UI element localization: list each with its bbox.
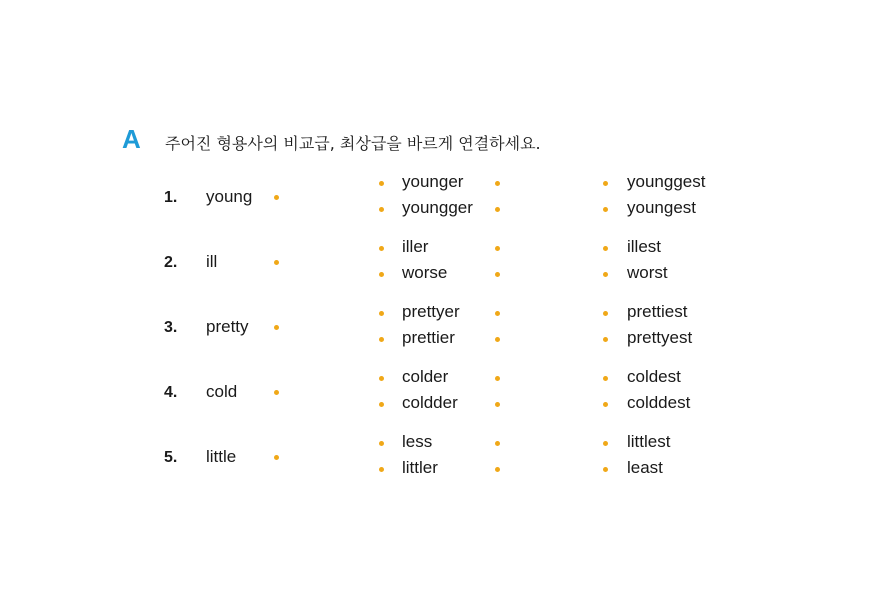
comparative-option: colder — [402, 367, 449, 386]
comparative-option: iller — [402, 237, 429, 256]
comparative-option: worse — [402, 263, 448, 282]
superlative-option: prettyest — [627, 328, 693, 347]
comparative-left-dot[interactable] — [379, 376, 384, 381]
comparative-left-dot[interactable] — [379, 272, 384, 277]
matching-row — [0, 237, 873, 301]
comparative-right-dot[interactable] — [495, 181, 500, 186]
section-letter: A — [122, 124, 141, 154]
superlative-dot[interactable] — [603, 311, 608, 316]
superlative-dot[interactable] — [603, 441, 608, 446]
comparative-right-dot[interactable] — [495, 441, 500, 446]
comparative-right-dot[interactable] — [495, 467, 500, 472]
comparative-left-dot[interactable] — [379, 207, 384, 212]
comparative-right-dot[interactable] — [495, 402, 500, 407]
comparative-left-dot[interactable] — [379, 337, 384, 342]
superlative-dot[interactable] — [603, 181, 608, 186]
comparative-left-dot[interactable] — [379, 441, 384, 446]
superlative-dot[interactable] — [603, 207, 608, 212]
base-adjective: cold — [206, 382, 238, 401]
matching-row — [0, 172, 873, 236]
superlative-dot[interactable] — [603, 402, 608, 407]
comparative-left-dot[interactable] — [379, 246, 384, 251]
comparative-left-dot[interactable] — [379, 181, 384, 186]
superlative-option: prettiest — [627, 302, 688, 321]
item-number: 2. — [164, 254, 178, 271]
comparative-option: less — [402, 432, 433, 451]
item-number: 4. — [164, 384, 178, 401]
superlative-option: littlest — [627, 432, 671, 451]
base-adjective: pretty — [206, 317, 249, 336]
superlative-option: younggest — [627, 172, 706, 191]
base-adjective: ill — [206, 252, 218, 271]
comparative-right-dot[interactable] — [495, 337, 500, 342]
matching-row — [0, 302, 873, 366]
instruction-text: 주어진 형용사의 비교급, 최상급을 바르게 연결하세요. — [165, 134, 541, 153]
comparative-option: littler — [402, 458, 438, 477]
base-adjective: young — [206, 187, 253, 206]
comparative-right-dot[interactable] — [495, 272, 500, 277]
comparative-left-dot[interactable] — [379, 467, 384, 472]
comparative-option: prettier — [402, 328, 455, 347]
comparative-option: coldder — [402, 393, 458, 412]
comparative-option: youngger — [402, 198, 473, 217]
superlative-dot[interactable] — [603, 272, 608, 277]
item-number: 1. — [164, 189, 178, 206]
superlative-option: youngest — [627, 198, 696, 217]
comparative-left-dot[interactable] — [379, 402, 384, 407]
comparative-right-dot[interactable] — [495, 376, 500, 381]
comparative-option: younger — [402, 172, 464, 191]
item-number: 5. — [164, 449, 178, 466]
comparative-option: prettyer — [402, 302, 460, 321]
comparative-left-dot[interactable] — [379, 311, 384, 316]
item-number: 3. — [164, 319, 178, 336]
superlative-dot[interactable] — [603, 376, 608, 381]
base-connect-dot[interactable] — [274, 455, 279, 460]
comparative-right-dot[interactable] — [495, 207, 500, 212]
base-connect-dot[interactable] — [274, 390, 279, 395]
matching-row — [0, 367, 873, 431]
superlative-option: colddest — [627, 393, 691, 412]
base-connect-dot[interactable] — [274, 195, 279, 200]
superlative-dot[interactable] — [603, 337, 608, 342]
base-connect-dot[interactable] — [274, 260, 279, 265]
superlative-option: least — [627, 458, 663, 477]
comparative-right-dot[interactable] — [495, 246, 500, 251]
superlative-option: coldest — [627, 367, 681, 386]
comparative-right-dot[interactable] — [495, 311, 500, 316]
base-adjective: little — [206, 447, 237, 466]
superlative-option: worst — [627, 263, 668, 282]
base-connect-dot[interactable] — [274, 325, 279, 330]
matching-row — [0, 432, 873, 496]
superlative-dot[interactable] — [603, 246, 608, 251]
superlative-dot[interactable] — [603, 467, 608, 472]
superlative-option: illest — [627, 237, 662, 256]
